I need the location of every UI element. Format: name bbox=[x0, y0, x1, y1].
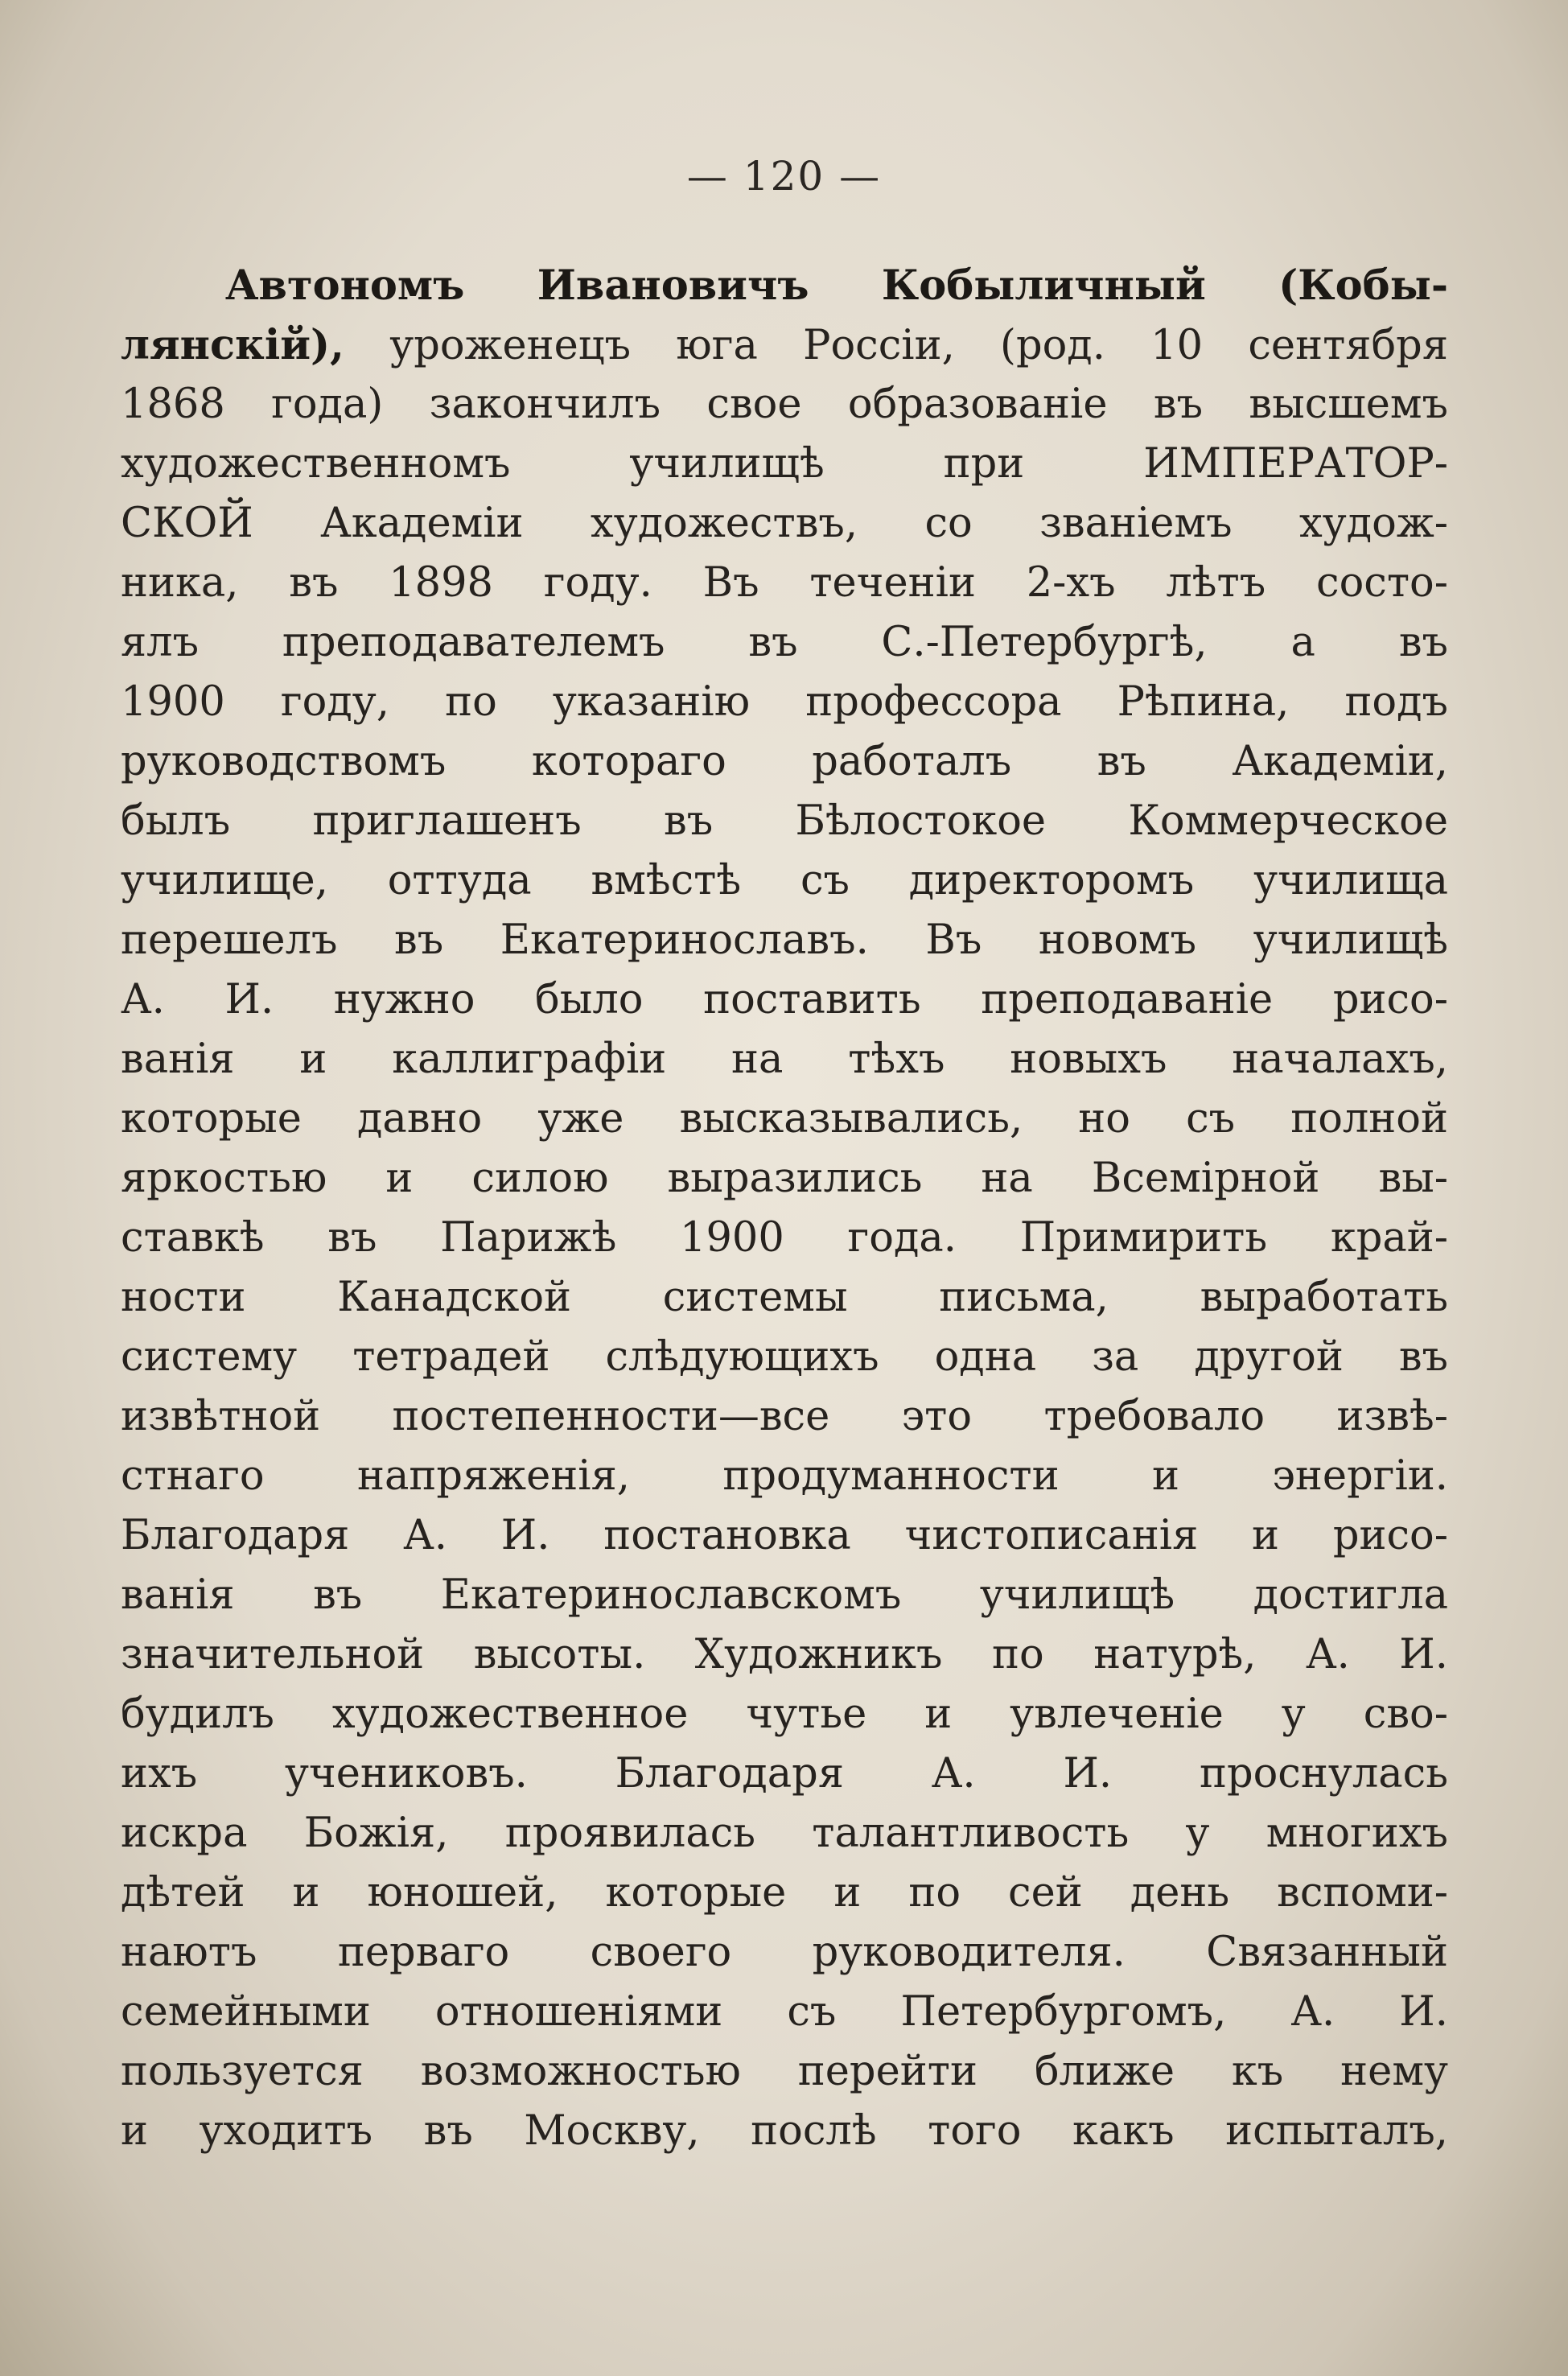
page-number: — 120 — bbox=[686, 153, 882, 200]
text-span: уроженецъ юга Россіи, (род. 10 сентября bbox=[344, 322, 1448, 369]
text-line: дѣтей и юношей, которые и по сей день вспоми- bbox=[121, 1869, 1448, 1917]
text-line: значительной высоты. Художникъ по натурѣ, А. И. bbox=[121, 1631, 1448, 1678]
text-line: систему тетрадей слѣдующихъ одна за другой въ bbox=[121, 1333, 1448, 1381]
text-line: семейными отношеніями съ Петербургомъ, А. И. bbox=[121, 1988, 1448, 2036]
text-line: ялъ преподавателемъ въ С.-Петербургѣ, а въ bbox=[121, 619, 1448, 666]
text-line: ванія и каллиграфіи на тѣхъ новыхъ началахъ, bbox=[121, 1036, 1448, 1083]
text-line: перешелъ въ Екатеринославъ. Въ новомъ училищѣ bbox=[121, 916, 1448, 964]
bold-name-continued: лянскій), bbox=[121, 321, 344, 369]
text-line bbox=[121, 256, 1448, 315]
text-line: 1868 года) закончилъ свое образованіе въ высшемъ bbox=[121, 381, 1448, 428]
text-line: ника, въ 1898 году. Въ теченіи 2-хъ лѣтъ состо- bbox=[121, 559, 1448, 607]
text-line: стнаго напряженія, продуманности и энергіи. bbox=[121, 1452, 1448, 1500]
text-line: былъ приглашенъ въ Бѣлостокое Коммерческое bbox=[121, 797, 1448, 845]
bold-name: Автономъ Ивановичъ Кобыличный (Кобы- bbox=[225, 261, 1448, 310]
text-line: которые давно уже высказывались, но съ полной bbox=[121, 1095, 1448, 1143]
text-line: руководствомъ котораго работалъ въ Академіи, bbox=[121, 738, 1448, 785]
text-line bbox=[121, 315, 1448, 375]
text-line: и уходитъ въ Москву, послѣ того какъ испыталъ, bbox=[121, 2107, 1448, 2155]
text-line: художественномъ училищѣ при ИМПЕРАТОР- bbox=[121, 440, 1448, 488]
text-line: пользуется возможностью перейти ближе къ нему bbox=[121, 2048, 1448, 2095]
text-line: будилъ художественное чутье и увлеченіе у сво- bbox=[121, 1690, 1448, 1738]
text-line: СКОЙ Академіи художествъ, со званіемъ худож- bbox=[121, 500, 1448, 547]
text-line: яркостью и силою выразились на Всемірной вы- bbox=[121, 1155, 1448, 1202]
text-line: ванія въ Екатеринославскомъ училищѣ достигла bbox=[121, 1571, 1448, 1619]
text-line: извѣтной постепенности—все это требовало извѣ- bbox=[121, 1393, 1448, 1440]
text-line: А. И. нужно было поставить преподаваніе рисо- bbox=[121, 976, 1448, 1023]
text-line: ихъ учениковъ. Благодаря А. И. проснулась bbox=[121, 1750, 1448, 1797]
body-text bbox=[121, 256, 1448, 2161]
text-line: наютъ перваго своего руководителя. Связанный bbox=[121, 1929, 1448, 1976]
text-line: Благодаря А. И. постановка чистописанія и рисо- bbox=[121, 1512, 1448, 1559]
text-line: ставкѣ въ Парижѣ 1900 года. Примирить край- bbox=[121, 1214, 1448, 1262]
text-line: училище, оттуда вмѣстѣ съ директоромъ училища bbox=[121, 857, 1448, 904]
text-line: искра Божія, проявилась талантливость у многихъ bbox=[121, 1810, 1448, 1857]
text-line: 1900 году, по указанію профессора Рѣпина, подъ bbox=[121, 678, 1448, 726]
text-line: ности Канадской системы письма, выработать bbox=[121, 1274, 1448, 1321]
